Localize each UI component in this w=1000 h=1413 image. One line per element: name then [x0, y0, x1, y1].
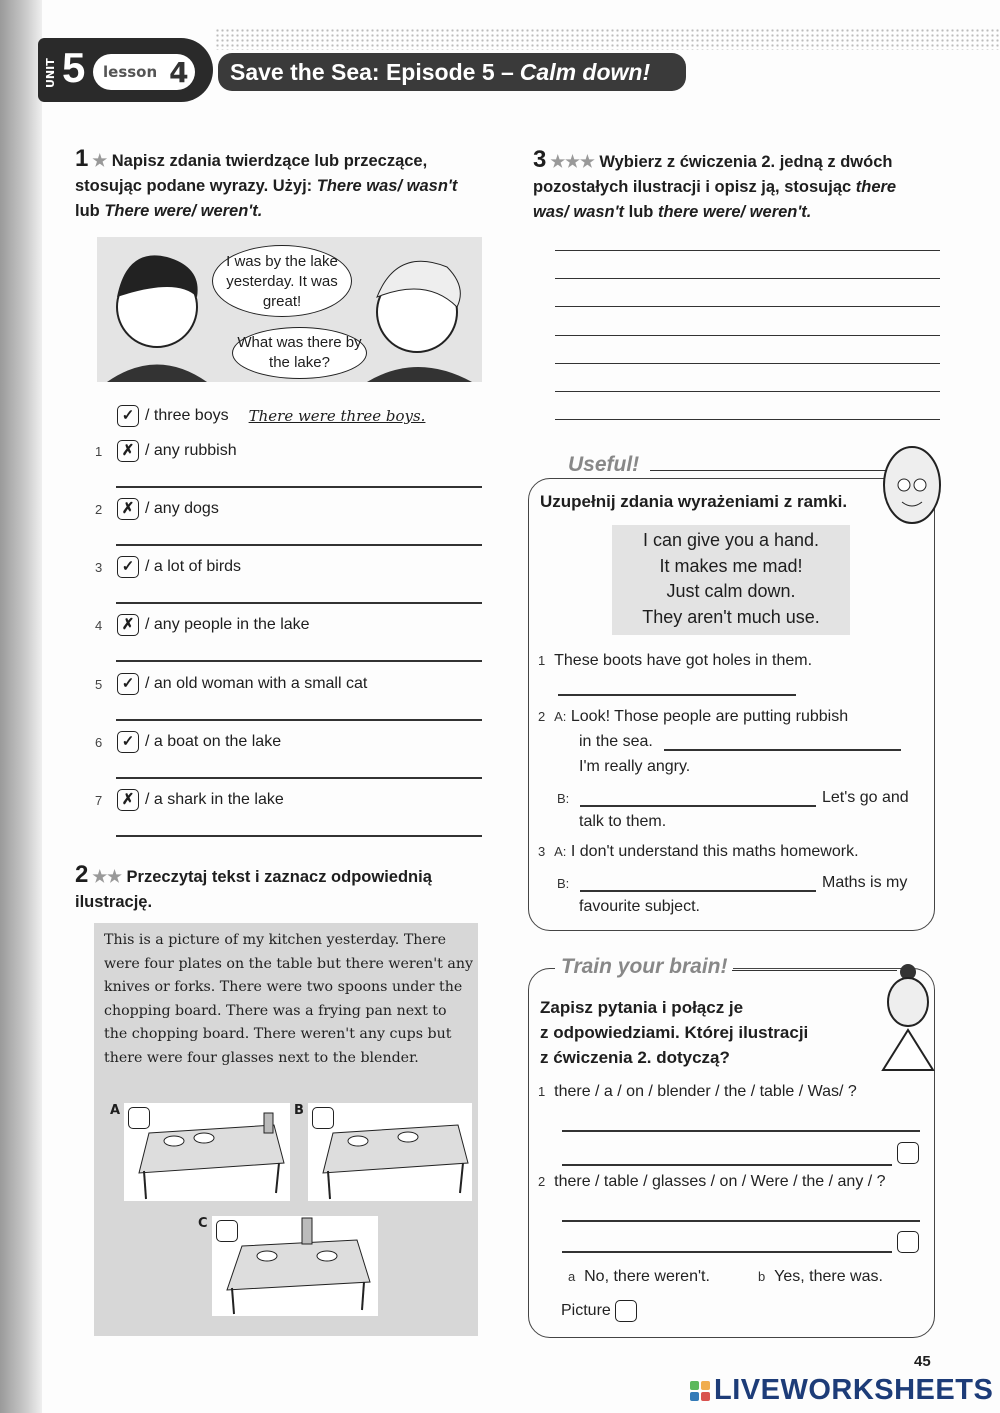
- answer-line[interactable]: [116, 835, 482, 837]
- unit-label: UNIT: [44, 58, 57, 88]
- item-number: 2: [538, 709, 546, 724]
- phrase: It makes me mad!: [659, 555, 803, 576]
- train-brain-instruction: [540, 995, 808, 1070]
- answer-checkbox[interactable]: [312, 1107, 334, 1129]
- ex1-example: [95, 405, 425, 427]
- brain-q2-text: there / table / glasses / on / Were / the / any / ?: [554, 1173, 886, 1190]
- item-number: 5: [95, 676, 103, 692]
- character-meditating-icon: [878, 960, 938, 1075]
- brain-q1-text: there / a / on / blender / the / table / Was/ ?: [554, 1083, 857, 1100]
- item-prompt: / a lot of birds: [145, 558, 242, 575]
- ex3-instr-join: lub: [624, 203, 658, 221]
- picture-label: A: [110, 1103, 121, 1118]
- star-icon: ★★★: [550, 153, 595, 171]
- answer-letter: b: [758, 1269, 766, 1284]
- answer-line[interactable]: [555, 335, 940, 336]
- speaker-label: B:: [557, 876, 570, 891]
- useful-instruction: Uzupełnij zdania wyrażeniami z ramki.: [540, 492, 848, 511]
- item-prompt: / a shark in the lake: [145, 791, 284, 808]
- cross-icon: ✗: [117, 440, 139, 462]
- answer-text: No, there weren't.: [584, 1268, 710, 1285]
- ex1-item: [95, 673, 367, 695]
- answer-line[interactable]: [116, 602, 482, 604]
- answer-line[interactable]: [555, 306, 940, 307]
- ex1-heading: [75, 146, 475, 224]
- train-brain-title: Train your brain!: [555, 955, 733, 979]
- dialogue-text: favourite subject.: [579, 898, 700, 915]
- liveworksheets-logo: [690, 1374, 993, 1407]
- ex2-heading: [75, 862, 475, 915]
- check-icon: ✓: [117, 731, 139, 753]
- answer-line[interactable]: [562, 1164, 892, 1166]
- check-icon: ✓: [117, 673, 139, 695]
- item-number: 4: [95, 617, 103, 633]
- answer-letter: a: [568, 1269, 576, 1284]
- ex1-item: [95, 498, 219, 520]
- lesson-number: 4: [169, 55, 189, 89]
- lesson-pill: [93, 54, 195, 90]
- ex3-instr-italic1: there was/ wasn't: [533, 178, 897, 221]
- instruction-line: z ćwiczenia 2. dotyczą?: [540, 1048, 730, 1067]
- dialogue-text: Look! Those people are putting rubbish: [570, 708, 849, 725]
- item-prompt: / any dogs: [145, 500, 219, 517]
- answer-line[interactable]: [116, 544, 482, 546]
- answer-line[interactable]: [555, 278, 940, 279]
- speech-bubble-2: What was there by the lake?: [232, 327, 367, 379]
- ex1-item: [95, 614, 310, 636]
- answer-checkbox[interactable]: [897, 1142, 919, 1164]
- answer-line[interactable]: [555, 391, 940, 392]
- ex2-reading-text: This is a picture of my kitchen yesterday. There were four plates on the table but there weren't any knives or forks. There were two spoons under the chopping board. There was a frying pan next to the chopping board. There weren't any cups but there were four glasses next to the blender.: [104, 932, 473, 1066]
- ex3-instruction: Wybierz z ćwiczenia 2. jedną z dwóch pozostałych ilustracji i opisz ją, stosując: [533, 153, 893, 196]
- answer-checkbox[interactable]: [216, 1220, 238, 1242]
- instruction-line: z odpowiedziami. Której ilustracji: [540, 1023, 809, 1042]
- title-italic: Calm down!: [519, 58, 651, 85]
- dialogue-text: Maths is my: [822, 874, 908, 891]
- unit-number: 5: [62, 44, 86, 91]
- item-number: 1: [538, 1084, 546, 1099]
- ex1-instr-italic2: There were/ weren't.: [104, 202, 263, 220]
- logo-text: LIVEWORKSHEETS: [714, 1374, 994, 1406]
- ex1-instruction: Napisz zdania twierdzące lub przeczące, stosując podane wyrazy. Użyj:: [75, 152, 428, 195]
- example-prompt: / three boys: [145, 407, 229, 424]
- dialogue-text: in the sea.: [579, 733, 653, 750]
- answer-line[interactable]: [555, 419, 940, 420]
- comic-illustration: [97, 237, 482, 382]
- answer-line[interactable]: [562, 1220, 920, 1222]
- item-number: 1: [538, 653, 546, 668]
- ex1-item: [95, 789, 284, 811]
- useful-title: Useful!: [562, 453, 645, 477]
- answer-line[interactable]: [664, 749, 901, 751]
- scan-binding-shadow: [0, 0, 42, 1413]
- item-number: 1: [95, 443, 103, 459]
- dialogue-text: Let's go and: [822, 789, 909, 806]
- ex1-instr-join: lub: [75, 202, 105, 220]
- ex1-instr-italic1: There was/ wasn't: [316, 177, 458, 195]
- ex1-item: [95, 440, 237, 462]
- example-answer: There were three boys.: [248, 407, 426, 425]
- picture-b: [294, 1103, 472, 1201]
- ex1-number: 1: [75, 145, 89, 172]
- picture-a: [110, 1103, 290, 1201]
- phrase-box: [612, 525, 850, 635]
- dialogue-text: I'm really angry.: [579, 758, 691, 775]
- dialogue-text: talk to them.: [579, 813, 667, 830]
- check-icon: ✓: [117, 405, 139, 427]
- speaker-label: A:: [554, 844, 567, 859]
- check-icon: ✓: [117, 556, 139, 578]
- speaker-label: A:: [554, 709, 567, 724]
- cross-icon: ✗: [117, 498, 139, 520]
- item-prompt: / an old woman with a small cat: [145, 675, 368, 692]
- ex3-number: 3: [533, 146, 547, 173]
- ex2-instruction: Przeczytaj tekst i zaznacz odpowiednią ilustrację.: [75, 868, 432, 911]
- star-icon: ★: [92, 152, 108, 170]
- picture-c: [198, 1216, 378, 1316]
- cross-icon: ✗: [117, 614, 139, 636]
- answer-line[interactable]: [562, 1130, 920, 1132]
- logo-icon: [690, 1381, 710, 1401]
- speaker-label: B:: [557, 791, 570, 806]
- picture-answer-box[interactable]: [615, 1300, 637, 1322]
- phrase: I can give you a hand.: [642, 530, 820, 550]
- page-title: [218, 53, 686, 91]
- useful-q1-text: These boots have got holes in them.: [554, 652, 813, 669]
- answer-line[interactable]: [580, 805, 816, 807]
- instruction-line: Zapisz pytania i połącz je: [540, 998, 744, 1017]
- title-main: Save the Sea: Episode 5 –: [230, 58, 514, 85]
- star-icon: ★★: [92, 868, 122, 886]
- dialogue-text: I don't understand this maths homework.: [570, 843, 859, 860]
- item-number: 6: [95, 734, 103, 750]
- phrase: They aren't much use.: [642, 606, 820, 627]
- item-number: 2: [538, 1174, 546, 1189]
- item-number: 3: [538, 844, 546, 859]
- answer-line[interactable]: [555, 363, 940, 364]
- cross-icon: ✗: [117, 789, 139, 811]
- divider: [732, 970, 897, 971]
- item-prompt: / any people in the lake: [145, 616, 310, 633]
- answer-line[interactable]: [116, 719, 482, 721]
- ex1-item: [95, 556, 241, 578]
- ex2-number: 2: [75, 861, 89, 888]
- divider: [650, 470, 888, 471]
- answer-line[interactable]: [116, 660, 482, 662]
- ex2-reading-box: [94, 923, 478, 1336]
- picture-label: C: [198, 1216, 208, 1231]
- page-number: 45: [914, 1353, 931, 1370]
- answer-text: Yes, there was.: [774, 1268, 883, 1285]
- item-number: 7: [95, 792, 103, 808]
- answer-line[interactable]: [580, 890, 816, 892]
- answer-line[interactable]: [558, 694, 796, 696]
- answer-line[interactable]: [116, 486, 482, 488]
- item-number: 2: [95, 501, 103, 517]
- item-prompt: / a boat on the lake: [145, 733, 282, 750]
- picture-label: B: [294, 1103, 304, 1118]
- header-dot-pattern: [215, 28, 1000, 50]
- character-face-icon: [876, 440, 948, 530]
- speech-bubble-1: I was by the lake yesterday. It was great!: [212, 245, 352, 317]
- ex1-item: [95, 731, 281, 753]
- answer-checkbox[interactable]: [128, 1107, 150, 1129]
- answer-line[interactable]: [555, 250, 940, 251]
- phrase: Just calm down.: [666, 581, 796, 601]
- answer-line[interactable]: [116, 777, 482, 779]
- item-prompt: / any rubbish: [145, 442, 237, 459]
- answer-checkbox[interactable]: [897, 1231, 919, 1253]
- picture-label: Picture: [561, 1302, 611, 1320]
- lesson-label: lesson: [103, 63, 158, 81]
- item-number: 3: [95, 559, 103, 575]
- ex3-heading: [533, 147, 933, 225]
- answer-line[interactable]: [562, 1251, 892, 1253]
- ex3-instr-italic2: there were/ weren't.: [657, 203, 812, 221]
